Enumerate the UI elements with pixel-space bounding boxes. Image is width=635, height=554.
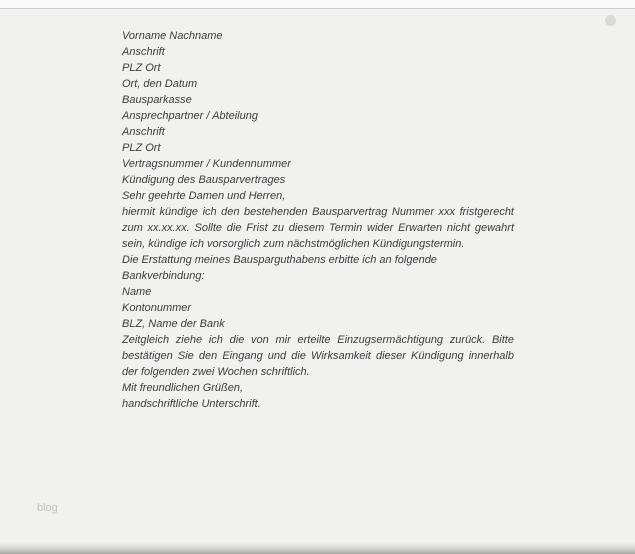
subject-block: [122, 156, 514, 188]
sender-block: [122, 28, 514, 92]
recipient-company: Bausparkasse: [122, 94, 192, 106]
recipient-contact: Ansprechpartner / Abteilung: [122, 110, 258, 122]
sender-name: Vorname Nachname: [122, 30, 223, 42]
closing: Mit freundlichen Grüßen,: [122, 382, 244, 394]
sender-date: Ort, den Datum: [122, 78, 198, 90]
logo-icon: [605, 15, 616, 26]
recipient-block: [122, 92, 514, 156]
sender-street: Anschrift: [122, 46, 165, 58]
bank-details-block: [122, 284, 514, 332]
recipient-street: Anschrift: [122, 126, 165, 138]
bank-blz: BLZ, Name der Bank: [122, 318, 225, 330]
salutation: Sehr geehrte Damen und Herren,: [122, 190, 286, 202]
page-bottom-edge: [0, 543, 635, 554]
bank-account-number: Kontonummer: [122, 302, 192, 314]
subject-contract-number: Vertragsnummer / Kundennummer: [122, 158, 291, 170]
subject-title: Kündigung des Bausparvertrages: [122, 174, 286, 186]
watermark-text: blog: [37, 502, 58, 514]
recipient-city: PLZ Ort: [122, 142, 161, 154]
letter-body: [122, 28, 514, 412]
sender-city: PLZ Ort: [122, 62, 161, 74]
signature-placeholder: handschriftliche Unterschrift.: [122, 398, 261, 410]
paragraph-refund: Die Erstattung meines Bausparguthabens erbitte ich an folgende Bankverbindung:: [122, 254, 437, 282]
bank-account-name: Name: [122, 286, 152, 298]
paragraph-confirmation: Zeitgleich ziehe ich die von mir erteilte Einzugsermächtigung zurück. Bitte bestätigen Sie den Eingang und die Wirksamkeit dieser Kündigung innerhalb der folgenden zwei Wochen schriftlich.: [122, 334, 514, 378]
paragraph-termination: hiermit kündige ich den bestehenden Bausparvertrag Nummer xxx fristgerecht zum xx.xx.xx. Sollte die Frist zu diesem Termin wider Erwarten nicht gewahrt sein, kündige ich vorsorglich zum nächstmöglichen Kündigungstermin.: [122, 206, 514, 250]
top-divider: [0, 0, 635, 9]
